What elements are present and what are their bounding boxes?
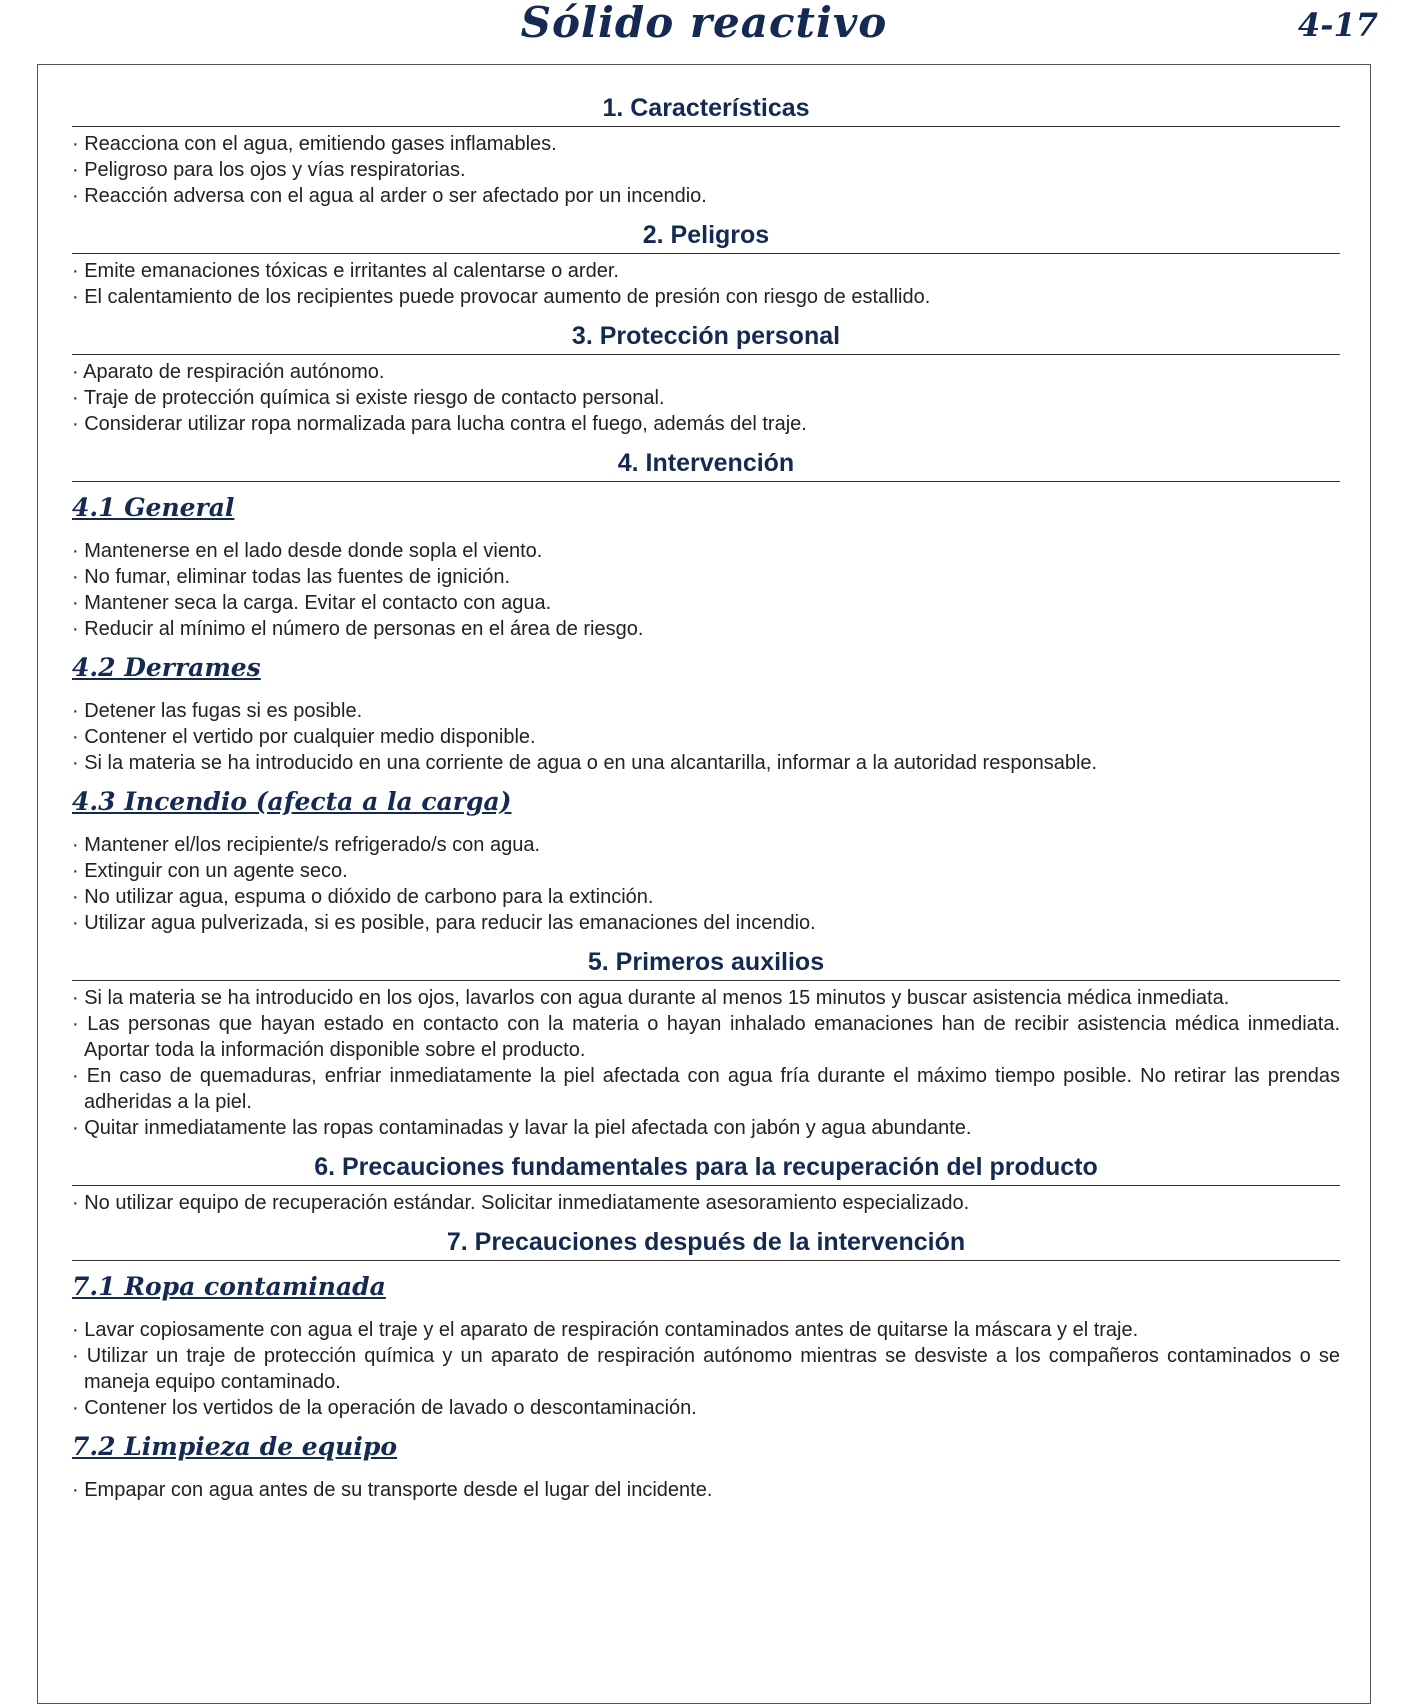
page-title: Sólido reactivo: [520, 0, 888, 47]
section-primeros-auxilios: [72, 946, 1340, 1141]
bullet-list: [72, 1317, 1340, 1421]
bullet-list: [72, 985, 1340, 1141]
subsection-heading: 4.2 Derrames: [72, 653, 261, 682]
section-precauciones-recuperacion: [72, 1151, 1340, 1216]
section-precauciones-despues: [72, 1226, 1340, 1503]
bullet-list: [72, 1477, 1340, 1503]
subsection-heading: 7.2 Limpieza de equipo: [72, 1432, 398, 1461]
page-number: 4-17: [1297, 6, 1378, 44]
list-item: · No utilizar agua, espuma o dióxido de carbono para la extinción.: [72, 884, 1340, 910]
subsection-heading: 7.1 Ropa contaminada: [72, 1272, 386, 1301]
section-heading: 4. Intervención: [72, 447, 1340, 482]
section-intervencion: [72, 447, 1340, 936]
section-heading: 5. Primeros auxilios: [72, 946, 1340, 981]
list-item: · Peligroso para los ojos y vías respiratorias.: [72, 157, 1340, 183]
bullet-list: [72, 538, 1340, 642]
bullet-list: [72, 359, 1340, 437]
section-proteccion-personal: [72, 320, 1340, 437]
list-item: · Mantener el/los recipiente/s refrigerado/s con agua.: [72, 832, 1340, 858]
list-item: · El calentamiento de los recipientes puede provocar aumento de presión con riesgo de estallido.: [72, 284, 1340, 310]
section-heading: 2. Peligros: [72, 219, 1340, 254]
list-item: · Detener las fugas si es posible.: [72, 698, 1340, 724]
list-item: · Contener los vertidos de la operación de lavado o descontaminación.: [72, 1395, 1340, 1421]
list-item: · Reacciona con el agua, emitiendo gases inflamables.: [72, 131, 1340, 157]
list-item: · Lavar copiosamente con agua el traje y el aparato de respiración contaminados antes de quitarse la máscara y el traje.: [72, 1317, 1340, 1343]
section-heading: 7. Precauciones después de la intervención: [72, 1226, 1340, 1261]
list-item: · Utilizar agua pulverizada, si es posible, para reducir las emanaciones del incendio.: [72, 910, 1340, 936]
bullet-list: [72, 698, 1340, 776]
bullet-list: [72, 258, 1340, 310]
section-heading: 1. Características: [72, 92, 1340, 127]
bullet-list: [72, 1190, 1340, 1216]
list-item: · No fumar, eliminar todas las fuentes de ignición.: [72, 564, 1340, 590]
list-item: · Las personas que hayan estado en contacto con la materia o hayan inhalado emanaciones han de recibir asistencia médica inmediata. Aportar toda la información disponible sobre el producto.: [72, 1011, 1340, 1063]
bullet-list: [72, 832, 1340, 936]
list-item: · Reducir al mínimo el número de personas en el área de riesgo.: [72, 616, 1340, 642]
list-item: · En caso de quemaduras, enfriar inmediatamente la piel afectada con agua fría durante el máximo tiempo posible. No retirar las prendas adheridas a la piel.: [72, 1063, 1340, 1115]
list-item: · Mantenerse en el lado desde donde sopla el viento.: [72, 538, 1340, 564]
list-item: · Si la materia se ha introducido en los ojos, lavarlos con agua durante al menos 15 minutos y buscar asistencia médica inmediata.: [72, 985, 1340, 1011]
bullet-list: [72, 131, 1340, 209]
list-item: · Si la materia se ha introducido en una corriente de agua o en una alcantarilla, informar a la autoridad responsable.: [72, 750, 1340, 776]
section-caracteristicas: [72, 92, 1340, 209]
list-item: · Utilizar un traje de protección química y un aparato de respiración autónomo mientras se desviste a los compañeros contaminados o se maneja equipo contaminado.: [72, 1343, 1340, 1395]
subsection-heading: 4.1 General: [72, 493, 235, 522]
list-item: · Traje de protección química si existe riesgo de contacto personal.: [72, 385, 1340, 411]
list-item: · Quitar inmediatamente las ropas contaminadas y lavar la piel afectada con jabón y agua abundante.: [72, 1115, 1340, 1141]
list-item: · Aparato de respiración autónomo.: [72, 359, 1340, 385]
list-item: · Empapar con agua antes de su transporte desde el lugar del incidente.: [72, 1477, 1340, 1503]
list-item: · Considerar utilizar ropa normalizada para lucha contra el fuego, además del traje.: [72, 411, 1340, 437]
list-item: · Emite emanaciones tóxicas e irritantes al calentarse o arder.: [72, 258, 1340, 284]
list-item: · Contener el vertido por cualquier medio disponible.: [72, 724, 1340, 750]
list-item: · Mantener seca la carga. Evitar el contacto con agua.: [72, 590, 1340, 616]
section-peligros: [72, 219, 1340, 310]
page-header: [0, 0, 1408, 60]
subsection-heading: 4.3 Incendio (afecta a la carga): [72, 787, 512, 816]
list-item: · Extinguir con un agente seco.: [72, 858, 1340, 884]
document-body: [72, 92, 1340, 1513]
section-heading: 3. Protección personal: [72, 320, 1340, 355]
list-item: · No utilizar equipo de recuperación estándar. Solicitar inmediatamente asesoramiento especializado.: [72, 1190, 1340, 1216]
section-heading: 6. Precauciones fundamentales para la recuperación del producto: [72, 1151, 1340, 1186]
list-item: · Reacción adversa con el agua al arder o ser afectado por un incendio.: [72, 183, 1340, 209]
